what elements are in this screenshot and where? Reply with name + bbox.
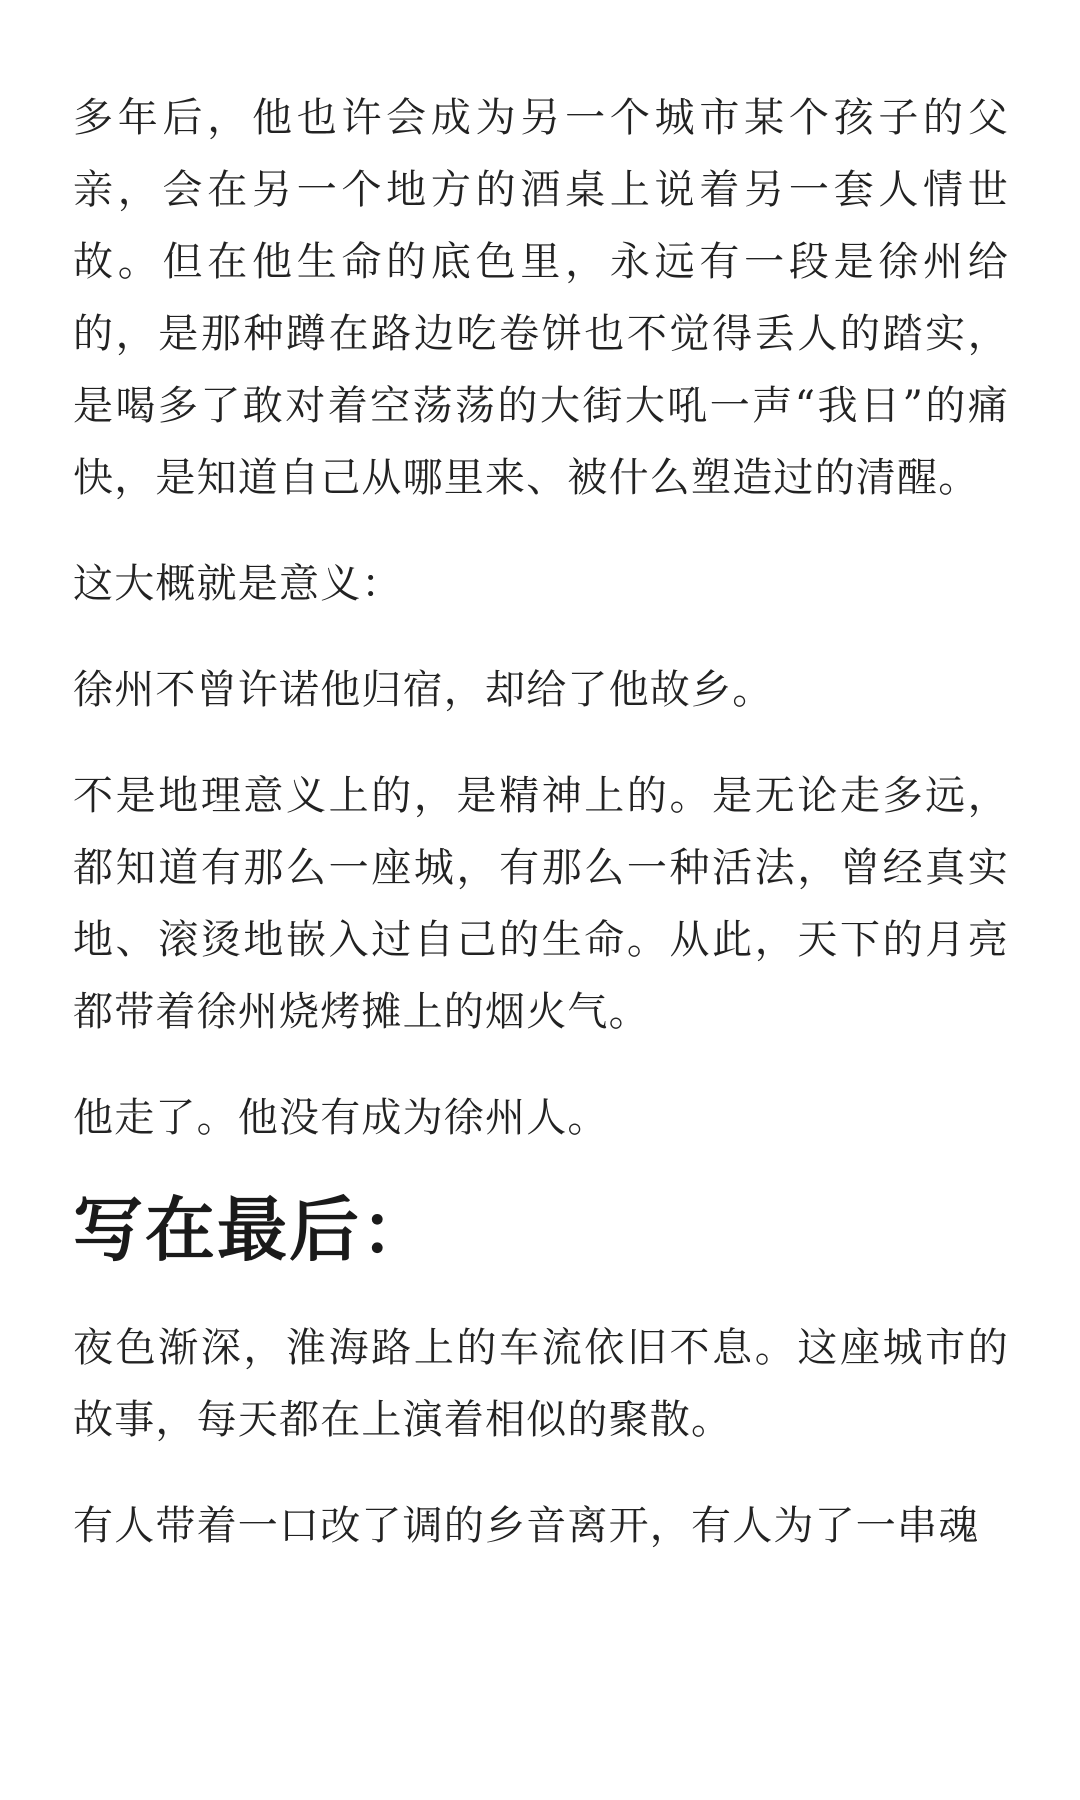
paragraph: 徐州不曾许诺他归宿，却给了他故乡。 bbox=[73, 667, 774, 713]
paragraph: 这大概就是意义： bbox=[73, 561, 403, 607]
paragraph: 多年后，他也许会成为另一个城市某个孩子的父亲，会在另一个地方的酒桌上说着另一套人情世故。但在他生命的底色里，永远有一段是徐州给的，是那种蹲在路边吃卷饼也不觉得丢人的踏实，是喝多了敢对着空荡荡的大街大吼一声“我日”的痛快，是知道自己从哪里来、被什么塑造过的清醒。 bbox=[73, 95, 1009, 501]
article-body bbox=[73, 82, 1009, 1596]
paragraph: 有人带着一口改了调的乡音离开，有人为了一串魂 bbox=[73, 1503, 980, 1549]
paragraph: 夜色渐深，淮海路上的车流依旧不息。这座城市的故事，每天都在上演着相似的聚散。 bbox=[73, 1325, 1009, 1443]
paragraph: 不是地理意义上的，是精神上的。是无论走多远，都知道有那么一座城，有那么一种活法，曾经真实地、滚烫地嵌入过自己的生命。从此，天下的月亮都带着徐州烧烤摊上的烟火气。 bbox=[73, 773, 1009, 1035]
paragraph: 他走了。他没有成为徐州人。 bbox=[73, 1095, 609, 1141]
section-heading: 写在最后： bbox=[73, 1188, 433, 1271]
